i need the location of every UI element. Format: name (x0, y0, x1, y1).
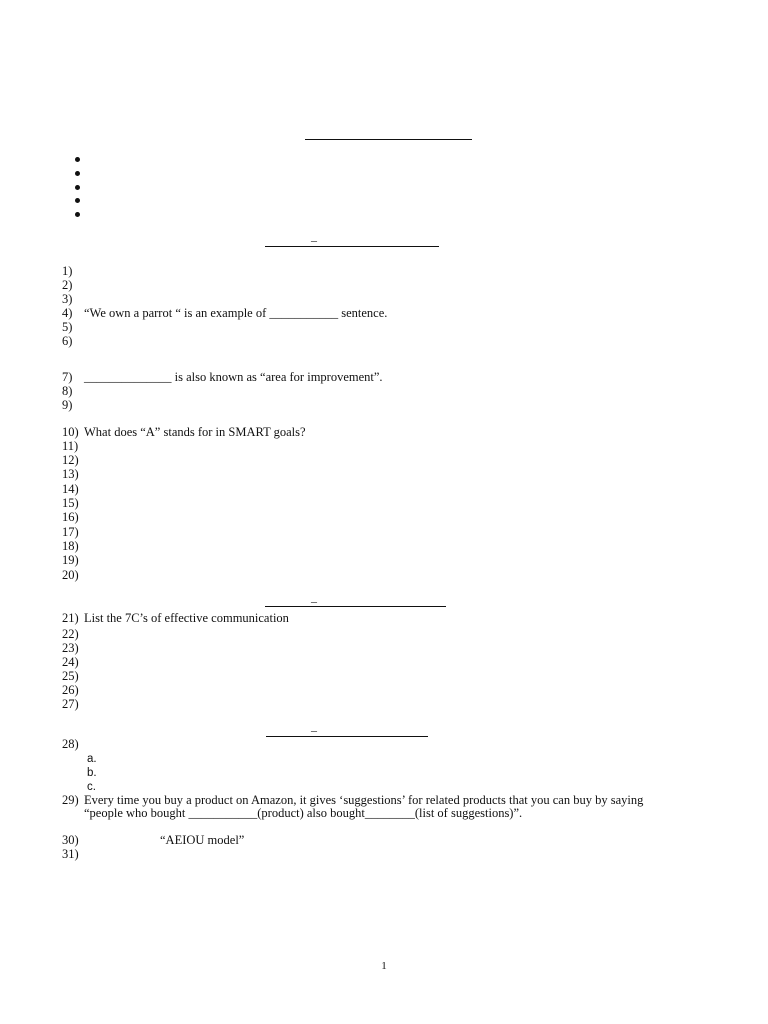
question-30: 30) “AEIOU model” (62, 833, 245, 847)
section-heading-underline (265, 246, 439, 247)
question-22: 22) (62, 627, 79, 641)
question-6: 6) (62, 334, 73, 348)
page-number: 1 (381, 960, 387, 972)
sub-item-c: c. (87, 781, 96, 793)
question-15: 15) (62, 496, 79, 510)
sub-item-a: a. (87, 753, 97, 765)
question-25: 25) (62, 669, 79, 683)
question-27: 27) (62, 697, 79, 711)
question-3: 3) (62, 292, 73, 306)
question-7: 7) ______________ is also known as “area for improvement”. (62, 370, 383, 384)
question-19: 19) (62, 553, 79, 567)
question-29: 29) Every time you buy a product on Amazon, it gives ‘suggestions’ for related products that you can buy by saying (62, 793, 644, 807)
question-5: 5) (62, 320, 73, 334)
question-24: 24) (62, 655, 79, 669)
question-31: 31) (62, 847, 79, 861)
question-11: 11) (62, 439, 79, 453)
question-8: 8) (62, 384, 73, 398)
question-9: 9) (62, 398, 73, 412)
question-12: 12) (62, 453, 79, 467)
question-13: 13) (62, 467, 79, 481)
question-20: 20) (62, 568, 79, 582)
sub-item-b: b. (87, 767, 97, 779)
question-26: 26) (62, 683, 79, 697)
question-29-continuation: “people who bought ___________(product) also bought________(list of suggestions)”. (84, 806, 523, 820)
section-heading-dash: – (311, 723, 317, 737)
question-14: 14) (62, 482, 79, 496)
section-heading-dash: – (311, 233, 317, 247)
section-heading-underline (266, 736, 428, 737)
question-28: 28) (62, 737, 79, 751)
question-17: 17) (62, 525, 79, 539)
section-heading-underline (265, 606, 446, 607)
question-10: 10) What does “A” stands for in SMART goals? (62, 425, 306, 439)
title-underline (305, 139, 472, 140)
question-21: 21) List the 7C’s of effective communication (62, 611, 289, 625)
question-1: 1) (62, 264, 73, 278)
question-2: 2) (62, 278, 73, 292)
question-16: 16) (62, 510, 79, 524)
question-23: 23) (62, 641, 79, 655)
question-18: 18) (62, 539, 79, 553)
question-4: 4) “We own a parrot “ is an example of ___________ sentence. (62, 306, 388, 320)
section-heading-dash: – (311, 594, 317, 608)
